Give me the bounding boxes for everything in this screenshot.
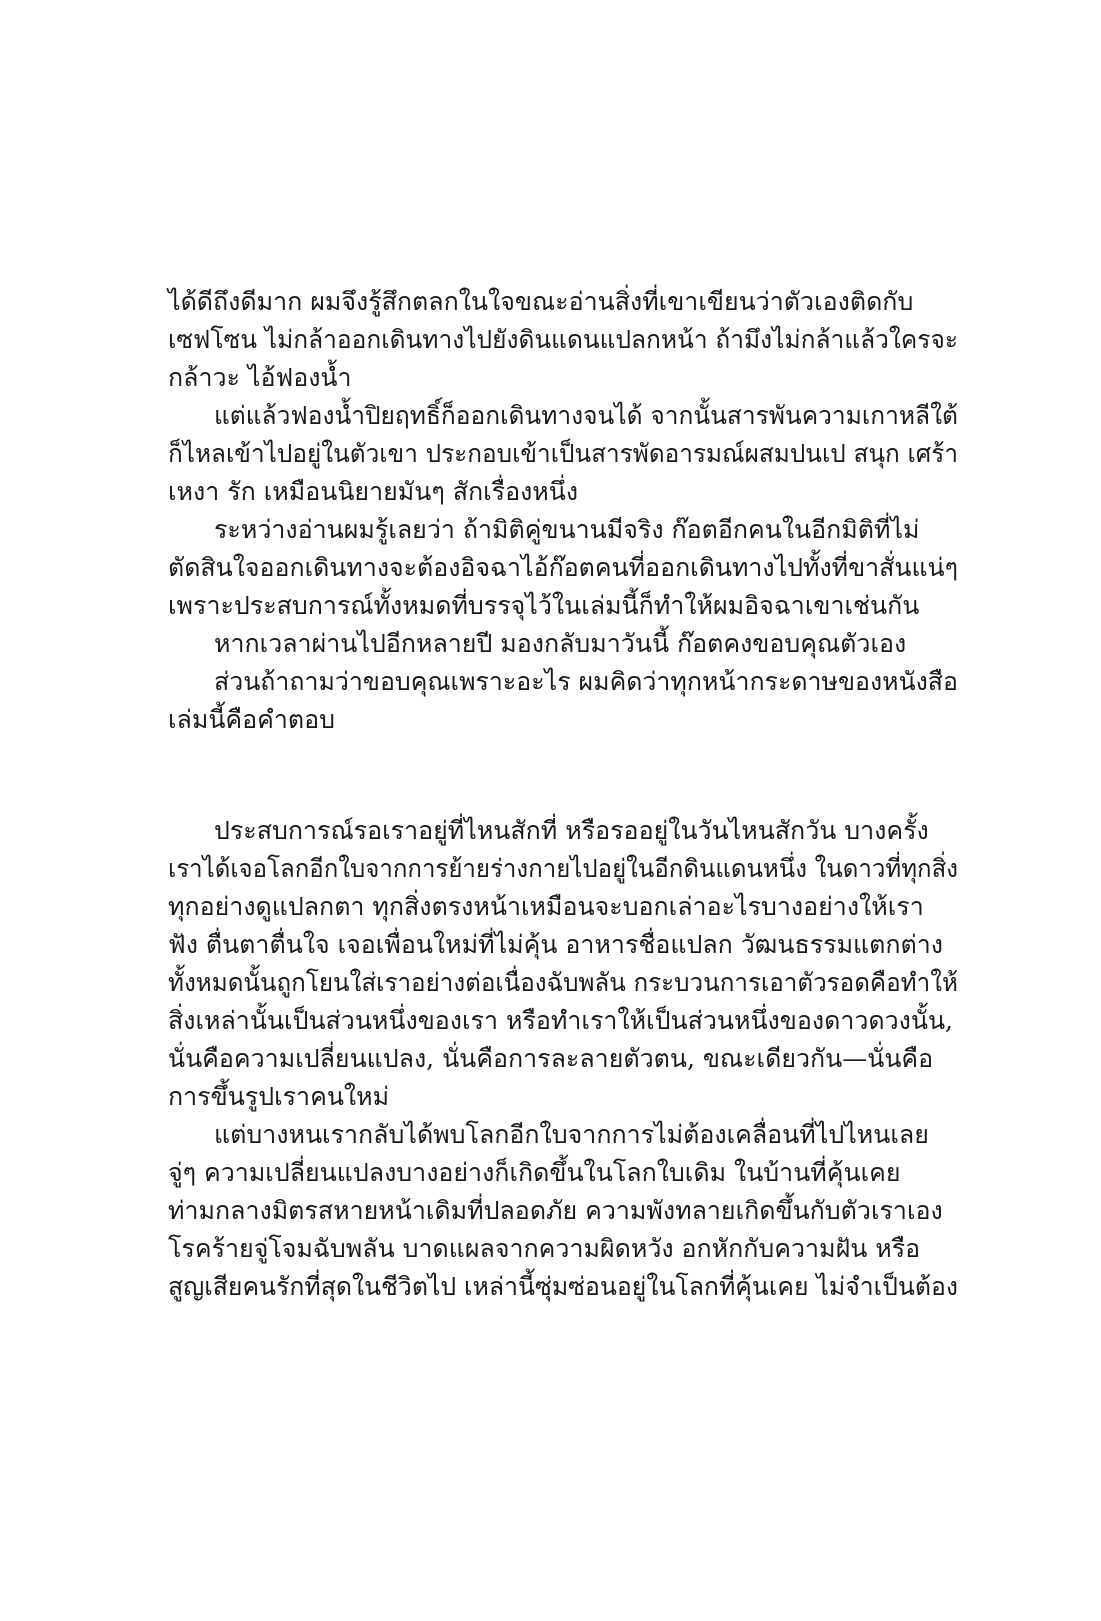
- paragraph-line: สิ่งเหล่านั้นเป็นส่วนหนึ่งของเรา หรือทำเราให้เป็นส่วนหนึ่งของดาวดวงนั้น,: [168, 1006, 953, 1035]
- paragraph-line: จู่ๆ ความเปลี่ยนแปลงบางอย่างก็เกิดขึ้นในโลกใบเดิม ในบ้านที่คุ้นเคย: [168, 1158, 901, 1187]
- paragraph-line: นั่นคือความเปลี่ยนแปลง, นั่นคือการละลายตัวตน, ขณะเดียวกัน—นั่นคือ: [168, 1044, 934, 1073]
- paragraph-line: เหงา รัก เหมือนนิยายมันๆ สักเรื่องหนึ่ง: [168, 477, 579, 506]
- paragraph-line: แต่บางหนเรากลับได้พบโลกอีกใบจากการไม่ต้องเคลื่อนที่ไปไหนเลย: [214, 1120, 929, 1149]
- paragraph-line: สูญเสียคนรักที่สุดในชีวิตไป เหล่านี้ซุ่มซ่อนอยู่ในโลกที่คุ้นเคย ไม่จำเป็นต้อง: [168, 1272, 958, 1301]
- paragraph-line: เราได้เจอโลกอีกใบจากการย้ายร่างกายไปอยู่ในอีกดินแดนหนึ่ง ในดาวที่ทุกสิ่ง: [168, 854, 958, 883]
- paragraph-line: ได้ดีถึงดีมาก ผมจึงรู้สึกตลกในใจขณะอ่านสิ่งที่เขาเขียนว่าตัวเองติดกับ: [168, 287, 914, 316]
- paragraph-line: การขึ้นรูปเราคนใหม่: [168, 1082, 390, 1111]
- paragraph-line: เพราะประสบการณ์ทั้งหมดที่บรรจุไว้ในเล่มนี้ก็ทำให้ผมอิจฉาเขาเช่นกัน: [168, 591, 920, 620]
- paragraph-line: ทุกอย่างดูแปลกตา ทุกสิ่งตรงหน้าเหมือนจะบอกเล่าอะไรบางอย่างให้เรา: [168, 892, 924, 921]
- paragraph-line: เซฟโซน ไม่กล้าออกเดินทางไปยังดินแดนแปลกหน้า ถ้ามึงไม่กล้าแล้วใครจะ: [168, 325, 958, 354]
- paragraph-line: ระหว่างอ่านผมรู้เลยว่า ถ้ามิติคู่ขนานมีจริง ก๊อตอีกคนในอีกมิติที่ไม่: [214, 515, 920, 544]
- paragraph-line: ส่วนถ้าถามว่าขอบคุณเพราะอะไร ผมคิดว่าทุกหน้ากระดาษของหนังสือ: [214, 667, 958, 696]
- paragraph-line: ประสบการณ์รอเราอยู่ที่ไหนสักที่ หรือรออยู่ในวันไหนสักวัน บางครั้ง: [214, 816, 929, 845]
- paragraph-line: เล่มนี้คือคำตอบ: [168, 705, 336, 734]
- paragraph-line: ฟัง ตื่นตาตื่นใจ เจอเพื่อนใหม่ที่ไม่คุ้น อาหารชื่อแปลก วัฒนธรรมแตกต่าง: [168, 930, 944, 959]
- paragraph-line: ตัดสินใจออกเดินทางจะต้องอิจฉาไอ้ก๊อตคนที่ออกเดินทางไปทั้งที่ขาสั่นแน่ๆ: [168, 553, 958, 582]
- paragraph-line: แต่แล้วฟองน้ำปิยฤทธิ์ก็ออกเดินทางจนได้ จากนั้นสารพันความเกาหลีใต้: [214, 401, 958, 430]
- paragraph-line: หากเวลาผ่านไปอีกหลายปี มองกลับมาวันนี้ ก๊อตคงขอบคุณตัวเอง: [214, 629, 907, 658]
- paragraph-line: กล้าวะ ไอ้ฟองน้ำ: [168, 363, 352, 392]
- paragraph-line: ท่ามกลางมิตรสหายหน้าเดิมที่ปลอดภัย ความพังทลายเกิดขึ้นกับตัวเราเอง: [168, 1196, 943, 1225]
- paragraph-line: ทั้งหมดนั้นถูกโยนใส่เราอย่างต่อเนื่องฉับพลัน กระบวนการเอาตัวรอดคือทำให้: [168, 968, 958, 997]
- body-text: [168, 283, 958, 1306]
- paragraph-line: โรคร้ายจู่โจมฉับพลัน บาดแผลจากความผิดหวัง อกหักกับความฝัน หรือ: [168, 1234, 921, 1263]
- section-break: [168, 739, 958, 812]
- paragraph-line: ก็ไหลเข้าไปอยู่ในตัวเขา ประกอบเข้าเป็นสารพัดอารมณ์ผสมปนเป สนุก เศร้า: [168, 439, 958, 468]
